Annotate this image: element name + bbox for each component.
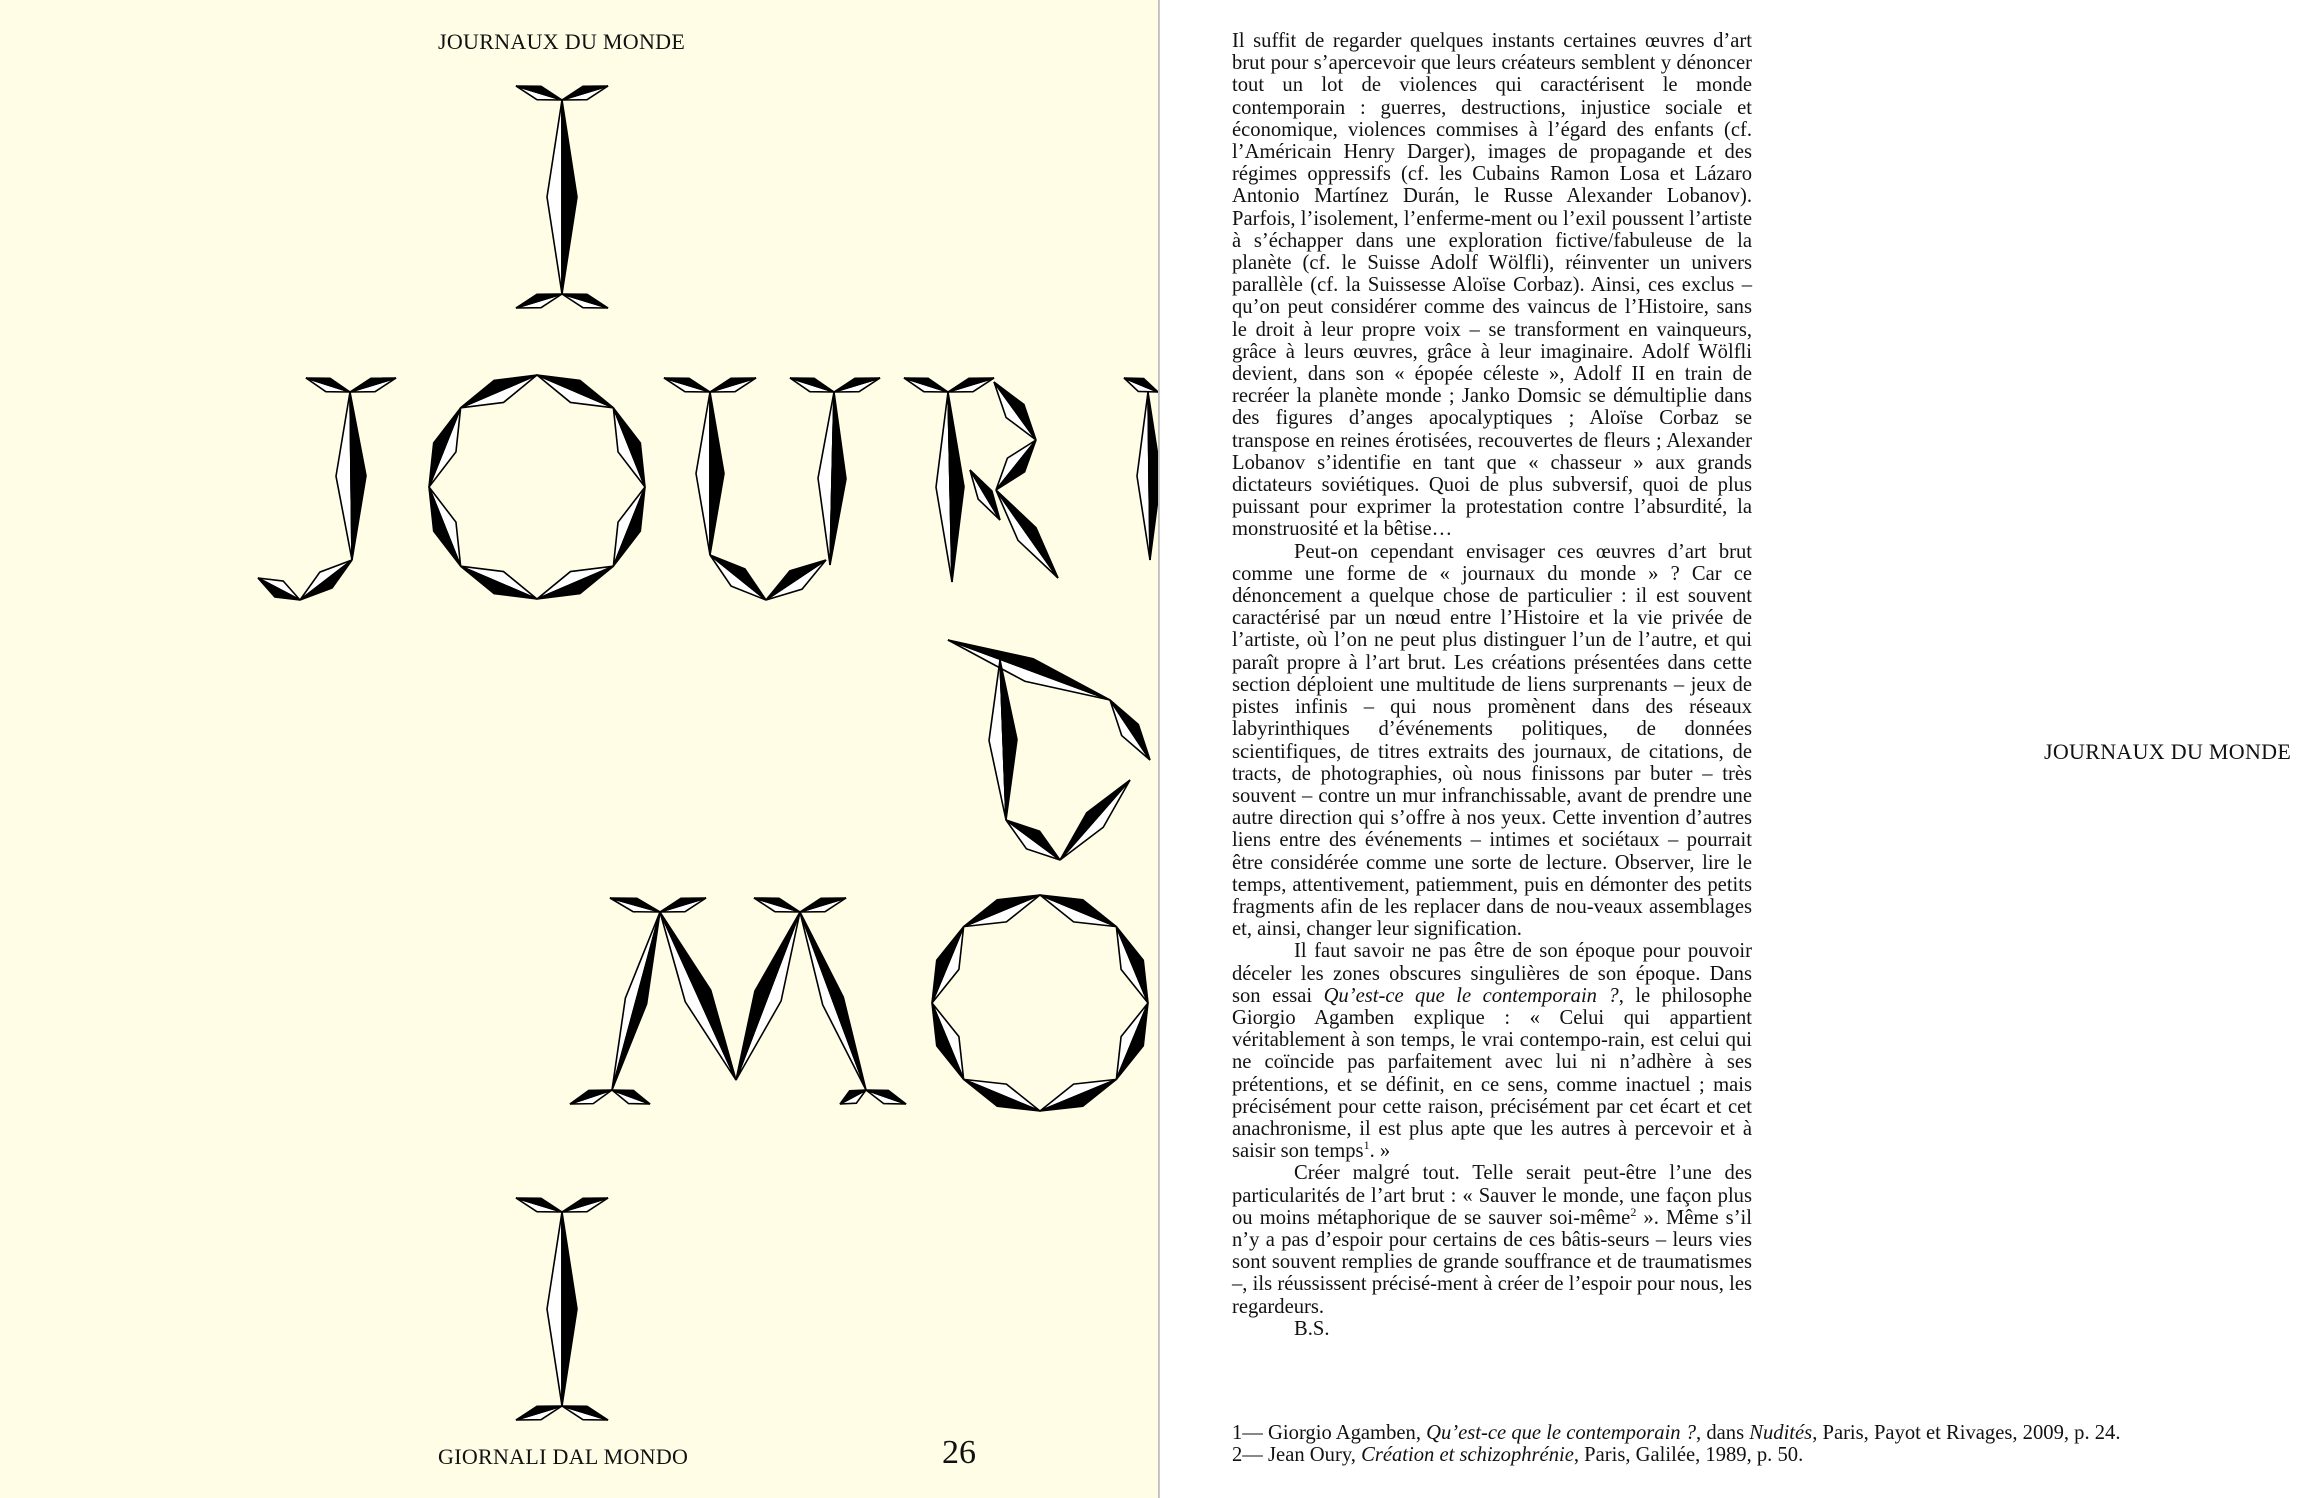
footnote-mid: , dans bbox=[1696, 1422, 1750, 1444]
letter-i-top-stem-dark bbox=[562, 100, 577, 294]
essay-title: Qu’est-ce que le contemporain ? bbox=[1323, 984, 1619, 1007]
paragraph-3-text: Il faut savoir ne pas être de son époque pour pouvoir déceler les zones obscures singulières de son époque. Dans son essai bbox=[1232, 940, 1752, 1007]
letter-r-bowl-bottom-axis bbox=[996, 440, 1036, 490]
footnote-1 bbox=[1232, 1422, 2272, 1444]
letter-i-top-stem-light bbox=[547, 100, 562, 294]
letter-r-leg-axis bbox=[996, 490, 1058, 578]
letter-i-bottom-stem-dark bbox=[562, 1212, 577, 1406]
letter-m-left-leg-axis bbox=[612, 912, 660, 1090]
letter-u-left-stem-light bbox=[696, 392, 710, 555]
letter-d-curve-axis bbox=[1060, 780, 1130, 860]
author-signature: B.S. bbox=[1294, 1317, 1330, 1340]
essay-text bbox=[1232, 30, 1752, 1340]
letter-j-hook-axis bbox=[300, 560, 352, 600]
running-head-bottom: GIORNALI DAL MONDO bbox=[438, 1444, 689, 1469]
footnote-ref-1: 1 bbox=[1363, 1138, 1370, 1153]
footnote-number: 2— bbox=[1232, 1444, 1269, 1467]
letter-u-bowl-left-axis bbox=[710, 555, 766, 600]
footnote-number: 1— bbox=[1232, 1422, 1269, 1444]
paragraph-2: Peut-on cependant envisager ces œuvres d’art brut comme une forme de « journaux du monde » ? Car ce dénoncement a quelque chose de particulier : il est souvent caractérisé par un nœud entre l’Histoire et la vie privée de l’artiste, où l’on ne peut plus distinguer l’un de l’autre, et qui paraît propre à l’art brut. Les créations présentées dans cette section déploient une multitude de liens surprenants – jeux de pistes infinis – qui nous promènent dans des réseaux labyrinthiques d’événements politiques, de données scientifiques, de titres extraits des journaux, de citations, de tracts, de photographies, où nous finissons par buter – très souvent – contre un mur infranchissable, avant de prendre une autre direction qui s’offre à nos yeux. Cette invention d’autres liens entre des événements – intimes et sociétaux – pourrait être considérée comme une sorte de lecture. Observer, lire le temps, attentivement, patiemment, puis en démonter des petits fragments afin de les replacer dans de nou-veaux assemblages et, ainsi, changer leur signification. bbox=[1232, 540, 1752, 941]
letter-u-left-stem-dark bbox=[710, 392, 724, 555]
footnote-title-2: Nudités bbox=[1749, 1422, 1813, 1444]
letter-d-right-axis bbox=[1110, 700, 1150, 760]
letter-m-diag-left-axis bbox=[660, 912, 736, 1080]
running-head-side: JOURNAUX DU MONDE bbox=[2044, 739, 2292, 764]
paragraph-3 bbox=[1232, 940, 1752, 1162]
letter-i-bottom-stem-light bbox=[547, 1212, 562, 1406]
letter-u-bowl-right-axis bbox=[766, 560, 826, 600]
paragraph-4 bbox=[1232, 1162, 1752, 1317]
footnote-title: Qu’est-ce que le contemporain ? bbox=[1426, 1422, 1697, 1444]
footnotes bbox=[1232, 1422, 2272, 1466]
footnote-ref-2: 2 bbox=[1630, 1204, 1637, 1219]
letter-m-diag-right-axis bbox=[736, 912, 800, 1080]
footnote-2 bbox=[1232, 1444, 2272, 1466]
paragraph-4-end: ». Même s’il n’y a pas d’espoir pour certains de ces bâtis-seurs – leurs vies sont souvent remplies de grande souffrance et de traumatismes –, ils réussissent précisé-ment à créer de l’espoir pour nous, les regardeurs. bbox=[1232, 1206, 1752, 1318]
decorative-lettering bbox=[0, 0, 1158, 1498]
paragraph-3-quote: , le philosophe Giorgio Agamben explique : « Celui qui appartient véritablement à son temps, le vrai contempo-rain, est celui qui ne coïncide pas parfaitement avec lui ni n’adhère à ses prétentions, et se définit, en ce sens, comme inactuel ; mais précisément pour cette raison, précisément par cet écart et cet anachronisme, il est plus apte que les autres à percevoir et à saisir son temps bbox=[1232, 984, 1753, 1163]
letter-r-inner-axis bbox=[970, 470, 1000, 520]
letter-m-right-leg-axis bbox=[800, 912, 866, 1090]
footnote-author: Jean Oury, bbox=[1268, 1444, 1362, 1467]
footnote-author: Giorgio Agamben, bbox=[1268, 1422, 1427, 1444]
page-number: 26 bbox=[942, 1434, 976, 1471]
footnote-title: Création et schizophrénie bbox=[1361, 1444, 1574, 1467]
paragraph-1: Il suffit de regarder quelques instants certaines œuvres d’art brut pour s’apercevoir que leurs créateurs semblent y dénoncer tout un lot de violences qui caractérisent le monde contemporain : guerres, destructions, injustice sociale et économique, violences commises à l’égard des enfants (cf. l’Américain Henry Darger), images de propagande et des régimes oppressifs (cf. les Cubains Ramon Losa et Lázaro Antonio Martínez Durán, le Russe Alexander Lobanov). Parfois, l’isolement, l’enferme-ment ou l’exil poussent l’artiste à s’échapper dans une exploration fictive/fabuleuse de la planète (cf. le Suisse Adolf Wölfli), réinventer un univers parallèle (cf. la Suissesse Aloïse Corbaz). Ainsi, ces exclus – qu’on peut considérer comme des vaincus de l’Histoire, sans le droit à leur propre voix – se transforment en vainqueurs, grâce à leurs œuvres, grâce à leur imaginaire. Adolf Wölfli devient, dans son « épopée céleste », Adolf II en train de recréer la planète monde ; Janko Domsic se démultiplie dans des figures d’anges apocalyptiques ; Aloïse Corbaz se transpose en reines érotisées, recouvertes de fleurs ; Alexander Lobanov s’identifie en tant que « chasseur » aux grands dictateurs soviétiques. Quoi de plus subversif, quoi de plus puissant pour exprimer la protestation contre l’absurdité, la monstruosité et la bêtise… bbox=[1232, 30, 1752, 541]
footnote-publication: , Paris, Galilée, 1989, p. 50. bbox=[1573, 1444, 1804, 1467]
footnote-publication: , Paris, Payot et Rivages, 2009, p. 24. bbox=[1812, 1422, 2121, 1444]
paragraph-4-text: Créer malgré tout. Telle serait peut-être l’une des particularités de l’art brut : « Sauver le monde, une façon plus ou moins métaphorique de se sauver soi-même bbox=[1232, 1162, 1752, 1229]
left-page bbox=[0, 0, 1158, 1498]
paragraph-3-end: . » bbox=[1369, 1140, 1391, 1163]
letter-r-bowl-top-axis bbox=[994, 382, 1036, 440]
running-head-top: JOURNAUX DU MONDE bbox=[438, 29, 686, 54]
right-page bbox=[1160, 0, 2321, 1498]
letter-d-base-axis bbox=[1006, 820, 1060, 860]
letter-d-top-axis bbox=[948, 640, 1110, 700]
